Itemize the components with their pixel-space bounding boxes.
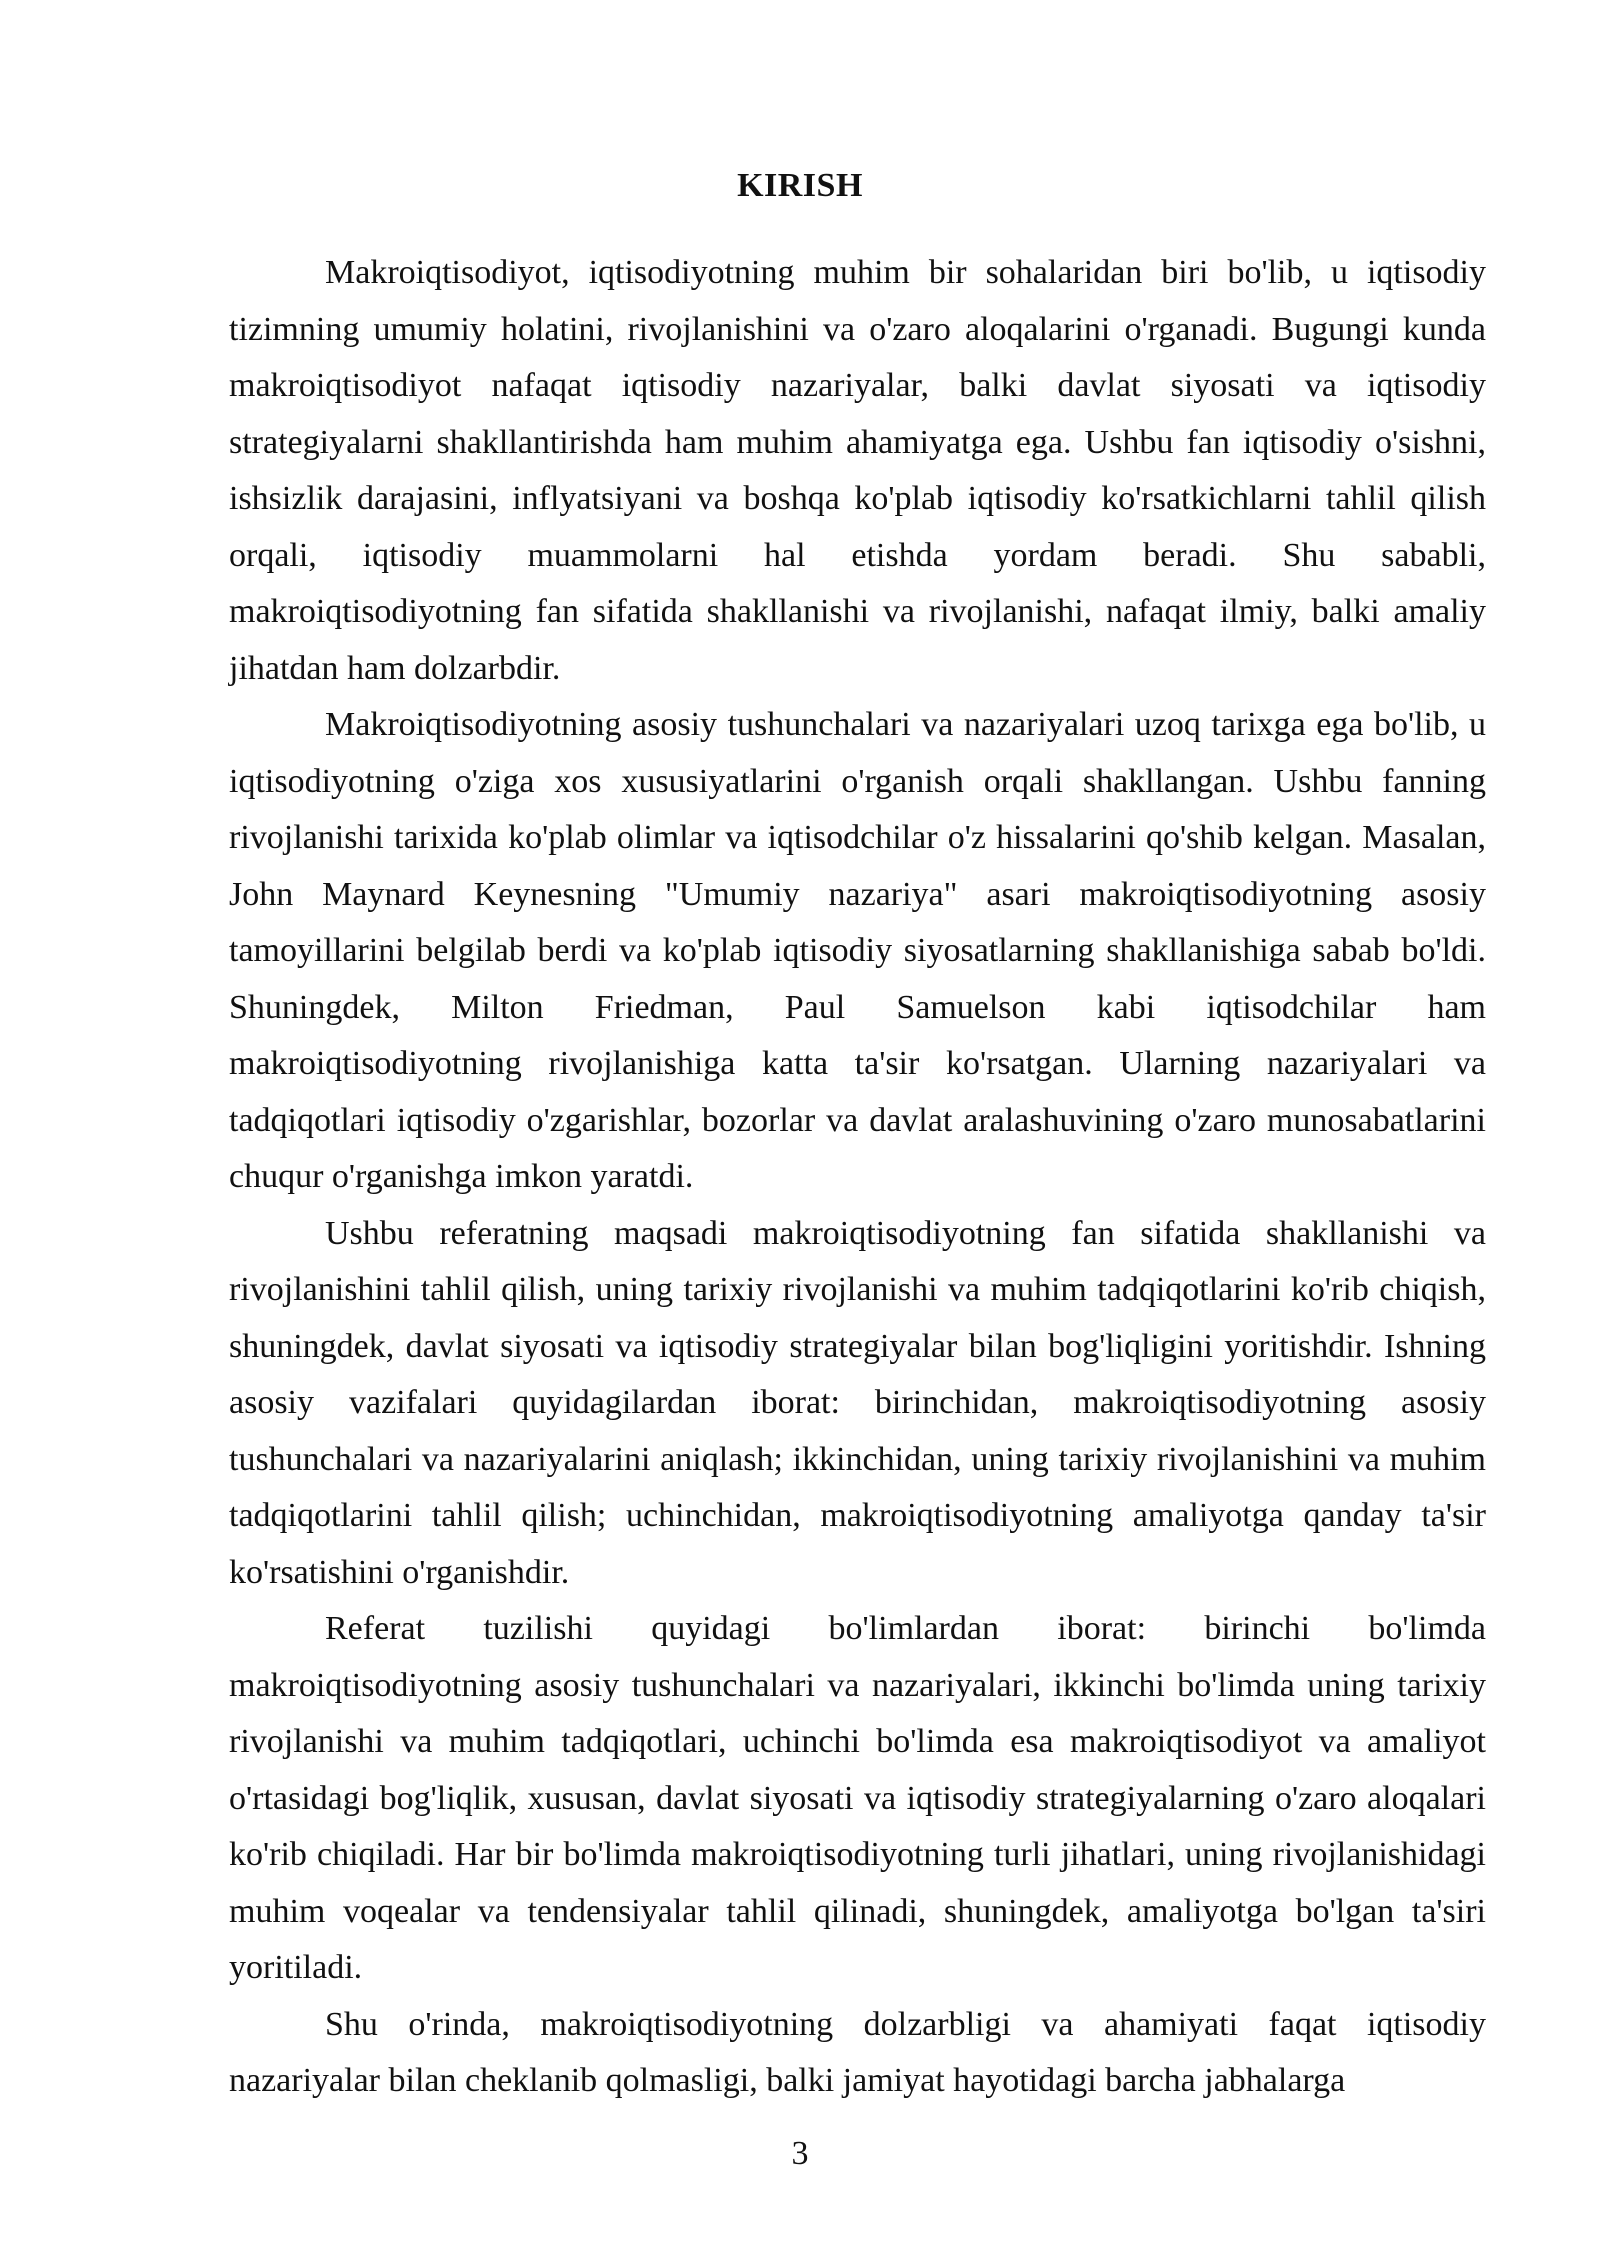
- paragraph-1: Makroiqtisodiyot, iqtisodiyotning muhim bir sohalaridan biri bo'lib, u iqtisodiy tizimning umumiy holatini, rivojlanishini va o'zaro aloqalarini o'rganadi. Bugungi kunda makroiqtisodiyot nafaqat iqtisodiy nazariyalar, balki davlat siyosati va iqtisodiy strategiyalarni shakllantirishda ham muhim ahamiyatga ega. Ushbu fan iqtisodiy o'sishni, ishsizlik darajasini, inflyatsiyani va boshqa ko'plab iqtisodiy ko'rsatkichlarni tahlil qilish orqali, iqtisodiy muammolarni hal etishda yordam beradi. Shu sababli, makroiqtisodiyotning fan sifatida shakllanishi va rivojlanishi, nafaqat ilmiy, balki amaliy jihatdan ham dolzarbdir.: [229, 254, 1486, 687]
- paragraph-3: Ushbu referatning maqsadi makroiqtisodiyotning fan sifatida shakllanishi va rivojlanishini tahlil qilish, uning tarixiy rivojlanishi va muhim tadqiqotlarini ko'rib chiqish, shuningdek, davlat siyosati va iqtisodiy strategiyalar bilan bog'liqligini yoritishdir. Ishning asosiy vazifalari quyidagilardan iborat: birinchidan, makroiqtisodiyotning asosiy tushunchalari va nazariyalarini aniqlash; ikkinchidan, uning tarixiy rivojlanishini va muhim tadqiqotlarini tahlil qilish; uchinchidan, makroiqtisodiyotning amaliyotga qanday ta'sir ko'rsatishini o'rganishdir.: [229, 1214, 1486, 1591]
- page-number: 3: [791, 2135, 809, 2172]
- body-text: [229, 245, 1486, 2110]
- paragraph-4: Referat tuzilishi quyidagi bo'limlardan iborat: birinchi bo'limda makroiqtisodiyotning asosiy tushunchalari va nazariyalari, ikkinchi bo'limda uning tarixiy rivojlanishi va muhim tadqiqotlari, uchinchi bo'limda esa makroiqtisodiyot va amaliyot o'rtasidagi bog'liqlik, xususan, davlat siyosati va iqtisodiy strategiyalarning o'zaro aloqalari ko'rib chiqiladi. Har bir bo'limda makroiqtisodiyotning turli jihatlari, uning rivojlanishidagi muhim voqealar va tendensiyalar tahlil qilinadi, shuningdek, amaliyotga bo'lgan ta'siri yoritiladi.: [229, 1610, 1486, 1986]
- paragraph-2: Makroiqtisodiyotning asosiy tushunchalari va nazariyalari uzoq tarixga ega bo'lib, u iqtisodiyotning o'ziga xos xususiyatlarini o'rganish orqali shakllangan. Ushbu fanning rivojlanishi tarixida ko'plab olimlar va iqtisodchilar o'z hissalarini qo'shib kelgan. Masalan, John Maynard Keynesning "Umumiy nazariya" asari makroiqtisodiyotning asosiy tamoyillarini belgilab berdi va ko'plab iqtisodiy siyosatlarning shakllanishiga sabab bo'ldi. Shuningdek, Milton Friedman, Paul Samuelson kabi iqtisodchilar ham makroiqtisodiyotning rivojlanishiga katta ta'sir ko'rsatgan. Ularning nazariyalari va tadqiqotlari iqtisodiy o'zgarishlar, bozorlar va davlat aralashuvining o'zaro munosabatlarini chuqur o'rganishga imkon yaratdi.: [229, 706, 1486, 1195]
- page-title: KIRISH: [737, 167, 863, 204]
- paragraph-5: Shu o'rinda, makroiqtisodiyotning dolzarbligi va ahamiyati faqat iqtisodiy nazariyalar bilan cheklanib qolmasligi, balki jamiyat hayotidagi barcha jabhalarga: [229, 2005, 1486, 2099]
